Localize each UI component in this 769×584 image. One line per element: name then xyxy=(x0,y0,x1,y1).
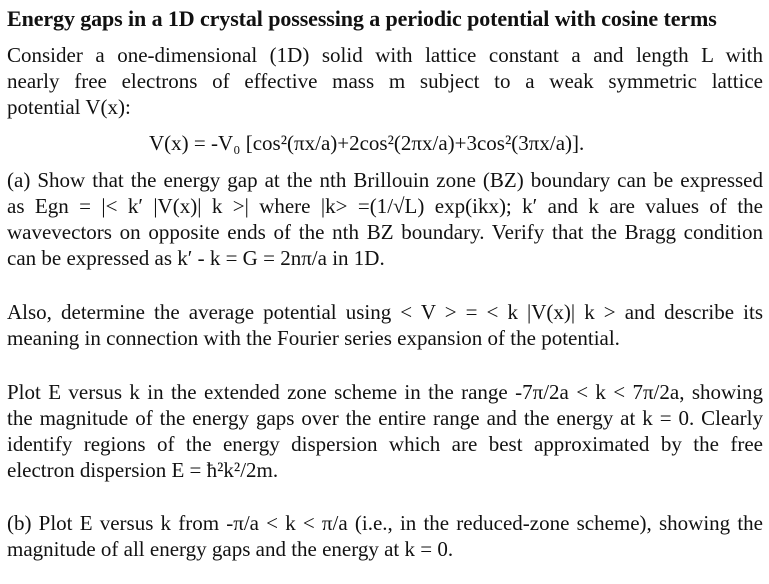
part-b-line-2: magnitude of all energy gaps and the energy at k = 0. xyxy=(7,537,454,561)
part-b-line-1: (b) Plot E versus k from -π/a < k < π/a (i.e., in the reduced-zone scheme), showing the xyxy=(7,511,763,535)
part-a-line-2: as Egn = |< k′ |V(x)| k >| where |k> =(1/√L) exp(ikx); k′ and k are values of the xyxy=(7,194,763,218)
part-a-line-4: can be expressed as k′ - k = G = 2nπ/a in 1D. xyxy=(7,246,385,270)
plot-line-2: the magnitude of the energy gaps over the entire range and the energy at k = 0. Clearly xyxy=(7,406,763,430)
intro-line-1: Consider a one-dimensional (1D) solid with lattice constant a and length L with xyxy=(7,43,763,67)
part-a-line-1: (a) Show that the energy gap at the nth Brillouin zone (BZ) boundary can be expressed xyxy=(7,168,763,192)
intro-paragraph xyxy=(7,42,763,120)
part-a-paragraph xyxy=(7,167,763,271)
part-a-line-3: wavevectors on opposite ends of the nth BZ boundary. Verify that the Bragg condition xyxy=(7,220,763,244)
potential-equation: V(x) = -V₀ [cos²(πx/a)+2cos²(2πx/a)+3cos²(3πx/a)]. xyxy=(149,131,585,155)
plot-line-3: identify regions of the energy dispersion which are best approximated by the free xyxy=(7,432,763,456)
plot-line-1: Plot E versus k in the extended zone scheme in the range -7π/2a < k < 7π/2a, showing xyxy=(7,380,763,404)
also-line-1: Also, determine the average potential using < V > = < k |V(x)| k > and describe its xyxy=(7,300,763,324)
intro-line-3: potential V(x): xyxy=(7,95,131,119)
extended-zone-paragraph xyxy=(7,379,763,483)
also-line-2: meaning in connection with the Fourier series expansion of the potential. xyxy=(7,326,620,350)
intro-line-2: nearly free electrons of effective mass m subject to a weak symmetric lattice xyxy=(7,69,763,93)
plot-line-4: electron dispersion E = ħ²k²/2m. xyxy=(7,458,279,482)
part-b-paragraph xyxy=(7,510,763,562)
average-potential-paragraph xyxy=(7,299,763,351)
problem-title: Energy gaps in a 1D crystal possessing a periodic potential with cosine terms xyxy=(7,6,717,31)
